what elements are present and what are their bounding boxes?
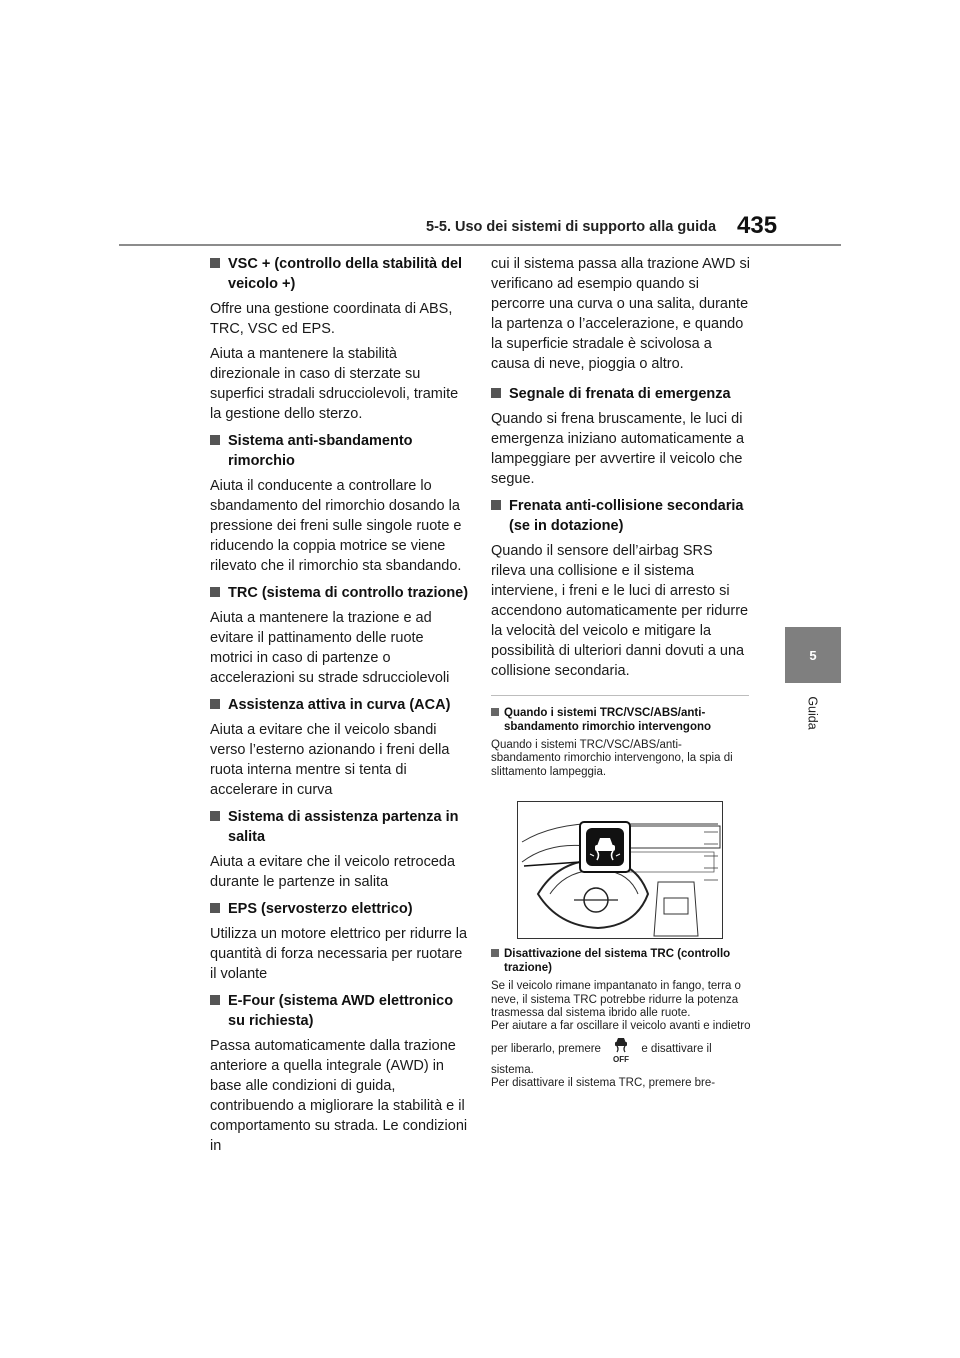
section-eps	[210, 899, 470, 984]
paragraph-continuation: cui il sistema passa alla trazione AWD si verificano ad esempio quando si percorre una curva o una salita, durante la partenza o l’accelerazione, e quando la superficie stradale è scivolosa a causa di neve, pioggia o altro.	[491, 256, 750, 372]
chapter-tab	[785, 627, 841, 683]
paragraph: Aiuta il conducente a controllare lo sbandamento del rimorchio dosando la pressione dei freni sulle singole ruote e riducendo la coppia motrice se viene rilevato che il rimorchio sta sbandando.	[210, 478, 462, 574]
note-heading	[491, 947, 751, 975]
heading-text: Quando i sistemi TRC/VSC/ABS/anti-sbandamento rimorchio intervengono	[504, 707, 712, 733]
section-heading	[210, 583, 470, 603]
square-bullet-icon	[491, 949, 499, 957]
square-bullet-icon	[210, 699, 220, 709]
heading-text: E-Four (sistema AWD elettronico su richiesta)	[228, 993, 454, 1029]
note-trc-off	[491, 947, 751, 1090]
section-heading	[210, 991, 470, 1031]
heading-text: EPS (servosterzo elettrico)	[228, 901, 413, 917]
paragraph: Quando il sensore dell’airbag SRS rileva una collisione e il sistema interviene, i freni e le luci di arresto si accendono automaticamente per ridurre la velocità del veicolo e mitigare la possibilità di ulteriori danni dovuti a una collisione secondaria.	[491, 543, 749, 679]
section-vsc-plus	[210, 254, 470, 424]
heading-text: Disattivazione del sistema TRC (controllo trazione)	[504, 948, 731, 975]
paragraph: Quando si frena bruscamente, le luci di emergenza iniziano automaticamente a lampeggiare per avvertire il veicolo che segue.	[491, 411, 745, 487]
header-rule	[119, 244, 841, 246]
note-paragraph: Quando i sistemi TRC/VSC/ABS/anti-sbandamento rimorchio intervengono, la spia di slittamento lampeggia.	[491, 739, 733, 778]
square-bullet-icon	[210, 435, 220, 445]
square-bullet-icon	[210, 587, 220, 597]
section-aca	[210, 695, 470, 800]
heading-text: TRC (sistema di controllo trazione)	[228, 585, 469, 601]
paragraph: Offre una gestione coordinata di ABS, TRC, VSC ed EPS.	[210, 301, 453, 337]
note-trc-vsc-abs	[491, 706, 751, 779]
right-column	[491, 254, 751, 1091]
section-heading	[491, 384, 751, 404]
heading-text: Sistema anti-sbandamento rimorchio	[228, 433, 413, 469]
heading-text: VSC + (controllo della stabilità del veicolo +)	[228, 256, 463, 292]
section-trailer-sway	[210, 431, 470, 576]
square-bullet-icon	[210, 811, 220, 821]
note-heading	[491, 706, 751, 734]
note-paragraph	[491, 1020, 751, 1077]
note-text-after-icon: e disattivare il sistema.	[491, 1042, 712, 1076]
square-bullet-icon	[491, 500, 501, 510]
heading-text: Assistenza attiva in curva (ACA)	[228, 697, 451, 713]
paragraph: Aiuta a mantenere la trazione e ad evitare il pattinamento delle ruote motrici in caso di partenze o accelerazioni su strade sdrucciolevoli	[210, 610, 450, 686]
paragraph: Aiuta a mantenere la stabilità direzionale in caso di sterzate su superfici stradali sdrucciolevoli, tramite la gestione dello sterzo.	[210, 346, 459, 422]
section-secondary-collision-brake	[491, 496, 751, 681]
note-paragraph: Per disattivare il sistema TRC, premere bre-	[491, 1077, 716, 1090]
section-heading	[210, 899, 470, 919]
note-paragraph: Se il veicolo rimane impantanato in fango, terra o neve, il sistema TRC potrebbe ridurre la potenza trasmessa dal sistema ibrido alle ruote.	[491, 980, 741, 1020]
section-heading	[210, 695, 470, 715]
note-text-before-icon: Per aiutare a far oscillare il veicolo avanti e indietro per liberarlo, premere	[491, 1020, 751, 1055]
square-bullet-icon	[491, 708, 499, 716]
section-heading	[491, 496, 751, 536]
section-emergency-brake-signal	[491, 384, 751, 489]
heading-text: Sistema di assistenza partenza in salita	[228, 809, 459, 845]
chapter-label: Guida	[805, 696, 820, 730]
section-heading	[210, 254, 470, 294]
off-caption: OFF	[613, 1054, 630, 1064]
dashboard-illustration	[518, 802, 722, 938]
paragraph: Utilizza un motore elettrico per ridurre la quantità di forza necessaria per ruotare il volante	[210, 926, 468, 982]
square-bullet-icon	[210, 995, 220, 1005]
paragraph: Passa automaticamente dalla trazione anteriore a quella integrale (AWD) in base alle condizioni di guida, contribuendo a migliorare la stabilità e il comportamento su strada. Le condizioni in	[210, 1038, 468, 1154]
left-column	[210, 254, 470, 1163]
square-bullet-icon	[210, 903, 220, 913]
paragraph: Aiuta a evitare che il veicolo sbandi verso l’esterno azionando i freni della ruota interna mentre si tenta di accelerare in curva	[210, 722, 450, 798]
page-number: 435	[737, 212, 778, 239]
section-divider	[491, 695, 749, 696]
chapter-number: 5	[809, 647, 817, 663]
vsc-off-switch-icon	[608, 1034, 634, 1064]
section-header-title: 5-5. Uso dei sistemi di supporto alla guida	[426, 219, 717, 235]
heading-text: Frenata anti-collisione secondaria (se in dotazione)	[509, 498, 744, 534]
section-heading	[210, 431, 470, 471]
heading-text: Segnale di frenata di emergenza	[509, 386, 731, 402]
dashboard-figure	[517, 801, 723, 939]
square-bullet-icon	[491, 388, 501, 398]
chapter-label-container	[786, 693, 840, 733]
section-hill-start	[210, 807, 470, 892]
section-e-four	[210, 991, 470, 1156]
square-bullet-icon	[210, 258, 220, 268]
section-heading	[210, 807, 470, 847]
paragraph: Aiuta a evitare che il veicolo retroceda durante le partenze in salita	[210, 854, 456, 890]
section-trc	[210, 583, 470, 688]
